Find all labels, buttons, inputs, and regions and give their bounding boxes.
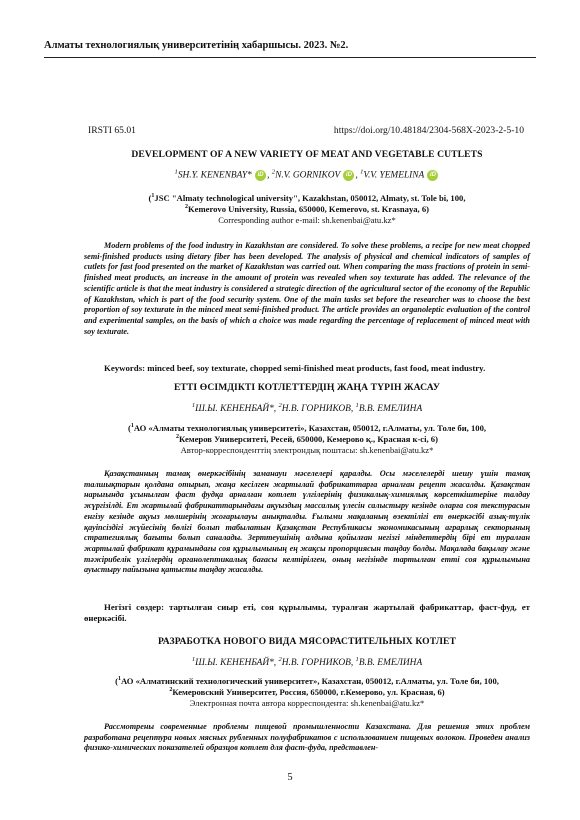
keywords-kz [84,602,530,624]
author-2: Н.В. ГОРНИКОВ [281,404,351,414]
title-kz: ЕТТІ ӨСІМДІКТІ КОТЛЕТТЕРДІҢ ЖАҢА ТҮРІН ЖАСАУ [173,382,441,393]
affiliation-1: АО «Алматинский технологический университет», Казахстан, 050012, г.Алматы, ул. Толе би, 100, [120,676,499,686]
author-3: В.В. ЕМЕЛИНА [358,404,423,414]
affiliation-1: АО «Алматы технологиялық университеті», Казахстан, 050012, г.Алматы, ул. Толе би, 100, [133,423,487,433]
abstract-kz: Қазақстанның тамақ өнеркәсібінің заманауи мәселелері қаралды. Осы мәселелерді шешу үшін тамақ талшықтарын қолдана отырып, жаңа кесілген жартылай фабрикаттарға арналған рецепт жасалды. Қазақстан нарығында ұсынылған фаст фудқа арналған котлет үлгілерінің физикалық-химиялық көрсеткіштеріне талдау жүргізілді. Ет жартылай фабрикаттарындағы ақуыздың массалық үлесін салыстыру кезінде оларға соя текстурасын енгізу кезінде ақуыз мөлшерінің жоғарылауы анықталды. Ғылыми мақаланың өзектілігі ет өнеркәсібі азық-түлік қауіпсіздігі жүйесінің бөлігі болып табылатын Қазақстан Республикасы экономикасының аграрлық секторының стратегиялық бағыты болып саналады. Зерттеушінің алдына қойылған негізгі міндеттердің бірі ет туралған жартылай фабрикат құрамындағы соя құрылымының ең жақсы пропорциясын таңдау болды. Мақалада бақылау және тәжірибелік үлгілердің органолептикалық бағасы келтірілген, оның негізінде тартылған етті соя құрылымына ауыстыру пайызына қатысты таңдау жасалды. [84,469,530,575]
keywords-en [84,363,530,374]
journal-header: Алматы технологиялық университетінің хабаршысы. 2023. №2. [44,40,536,58]
keywords-text: тартылған сиыр еті, соя құрылымы, туралған жартылай фабрикаттар, фаст-фуд, ет өнеркәсібі. [84,602,530,623]
orcid-icon[interactable]: iD [427,170,438,181]
author-1: SH.Y. KENENBAY* [177,170,252,181]
author-2: Н.В. ГОРНИКОВ [281,658,351,668]
author-1: Ш.Ы. КЕНЕНБАЙ* [195,404,274,414]
keywords-text: minced beef, soy texturate, chopped semi-finished meat products, fast food, meat industry. [147,363,486,373]
orcid-icon[interactable]: iD [255,170,266,181]
author-2: N.V. GORNIKOV [275,170,341,181]
author-3: В.В. ЕМЕЛИНА [358,658,423,668]
authors-en: $^1$SH.Y. KENENBAY* iD , $^2$N.V. GORNIKOV iD , $^1$V.V. YEMELINA iD [84,170,530,181]
keywords-label: Негізгі сөздер: [104,602,165,612]
abstract-ru: Рассмотрены современные проблемы пищевой промышленности Казахстана. Для решения этих проблем разработана рецептура новых мясных рубленных полуфабрикатов с использованием пищевых волокон. Проведен анализ физико-химических показателей образцов котлет для фаст-фуда, представлен- [84,722,530,753]
abstract-en: Modern problems of the food industry in Kazakhstan are considered. To solve these problems, a recipe for new meat chopped semi-finished products using dietary fiber has been developed. The analysis of physical and chemical indicators of samples of cutlets for fast food presented on the market of Kazakhstan was carried out. When comparing the mass fractions of protein in semi-finished meat products, an increase in the amount of protein was revealed when soy texturate has added. The relevance of the scientific article is that the meat industry is considered a strategic direction of the agricultural sector of the economy of the Republic of Kazakhstan, which is part of the food security system. One of the main tasks set before the researcher was to choose the best proportion of soy texturate in the minced meat semi-finished product. The article provides an organoleptic evaluation of the control and experimental samples, on the basis of which a choice was made regarding the percentage of replacement of minced meat with soy texturate. [84,241,530,336]
corresponding-email: Автор-корреспонденттің электрондық поштасы: sh.kenenbai@atu.kz* [180,445,434,456]
authors-ru: $^1$Ш.Ы. КЕНЕНБАЙ*, $^2$Н.В. ГОРНИКОВ, $^1$В.В. ЕМЕЛИНА [191,655,423,668]
affiliation-2: Кемеров Университеті, Ресей, 650000, Кемерово қ., Красная к-сі, 6) [179,434,438,445]
page-number: 5 [287,772,293,783]
authors-kz: $^1$Ш.Ы. КЕНЕНБАЙ*, $^2$Н.В. ГОРНИКОВ, $^1$В.В. ЕМЕЛИНА [191,401,423,414]
author-1: Ш.Ы. КЕНЕНБАЙ* [195,658,274,668]
corresponding-email: Электронная почта автора корреспондента: sh.kenenbai@atu.kz* [189,698,425,709]
affiliations-kz: ($^1$АО «Алматы технологиялық университеті», Казахстан, 050012, г.Алматы, ул. Толе би, 100, $^2$Кемеров Университеті, Ресей, 650000, Кемерово қ., Красная к-сі, 6) Автор-корреспонденттің электрондық поштасы: sh.kenenbai@atu.kz* [84,423,530,456]
affiliation-2: Kemerovo University, Russia, 650000, Kemerovo, st. Krasnaya, 6) [188,204,430,215]
keywords-label: Keywords: [104,363,146,373]
doi-link[interactable]: https://doi.org/10.48184/2304-568X-2023-2-5-10 [333,125,524,136]
orcid-icon[interactable]: iD [343,170,354,181]
title-en: DEVELOPMENT OF A NEW VARIETY OF MEAT AND VEGETABLE CUTLETS [131,149,483,160]
affiliation-1: JSC "Almaty technological university", Kazakhstan, 050012, Almaty, st. Tole bi, 100, [154,193,466,203]
affiliations-en: ($^1$JSC "Almaty technological university", Kazakhstan, 050012, Almaty, st. Tole bi, 100, $^2$Kemerovo University, Russia, 650000, Kemerovo, st. Krasnaya, 6) Corresponding author e-mail: sh.kenenbai@atu.kz* [84,193,530,226]
corresponding-email: Corresponding author e-mail: sh.kenenbai@atu.kz* [218,215,396,226]
irsti-code: IRSTI 65.01 [88,125,136,136]
affiliations-ru: ($^1$АО «Алматинский технологический университет», Казахстан, 050012, г.Алматы, ул. Толе би, 100, $^2$Кемеровский Университет, Россия, 650000, г.Кемерово, ул. Красная, 6) Электронная почта автора корреспондента: sh.kenenbai@atu.kz* [84,676,530,709]
title-ru: РАЗРАБОТКА НОВОГО ВИДА МЯСОРАСТИТЕЛЬНЫХ КОТЛЕТ [158,636,456,647]
affiliation-2: Кемеровский Университет, Россия, 650000, г.Кемерово, ул. Красная, 6) [172,687,445,698]
author-3: V.V. YEMELINA [363,170,425,181]
